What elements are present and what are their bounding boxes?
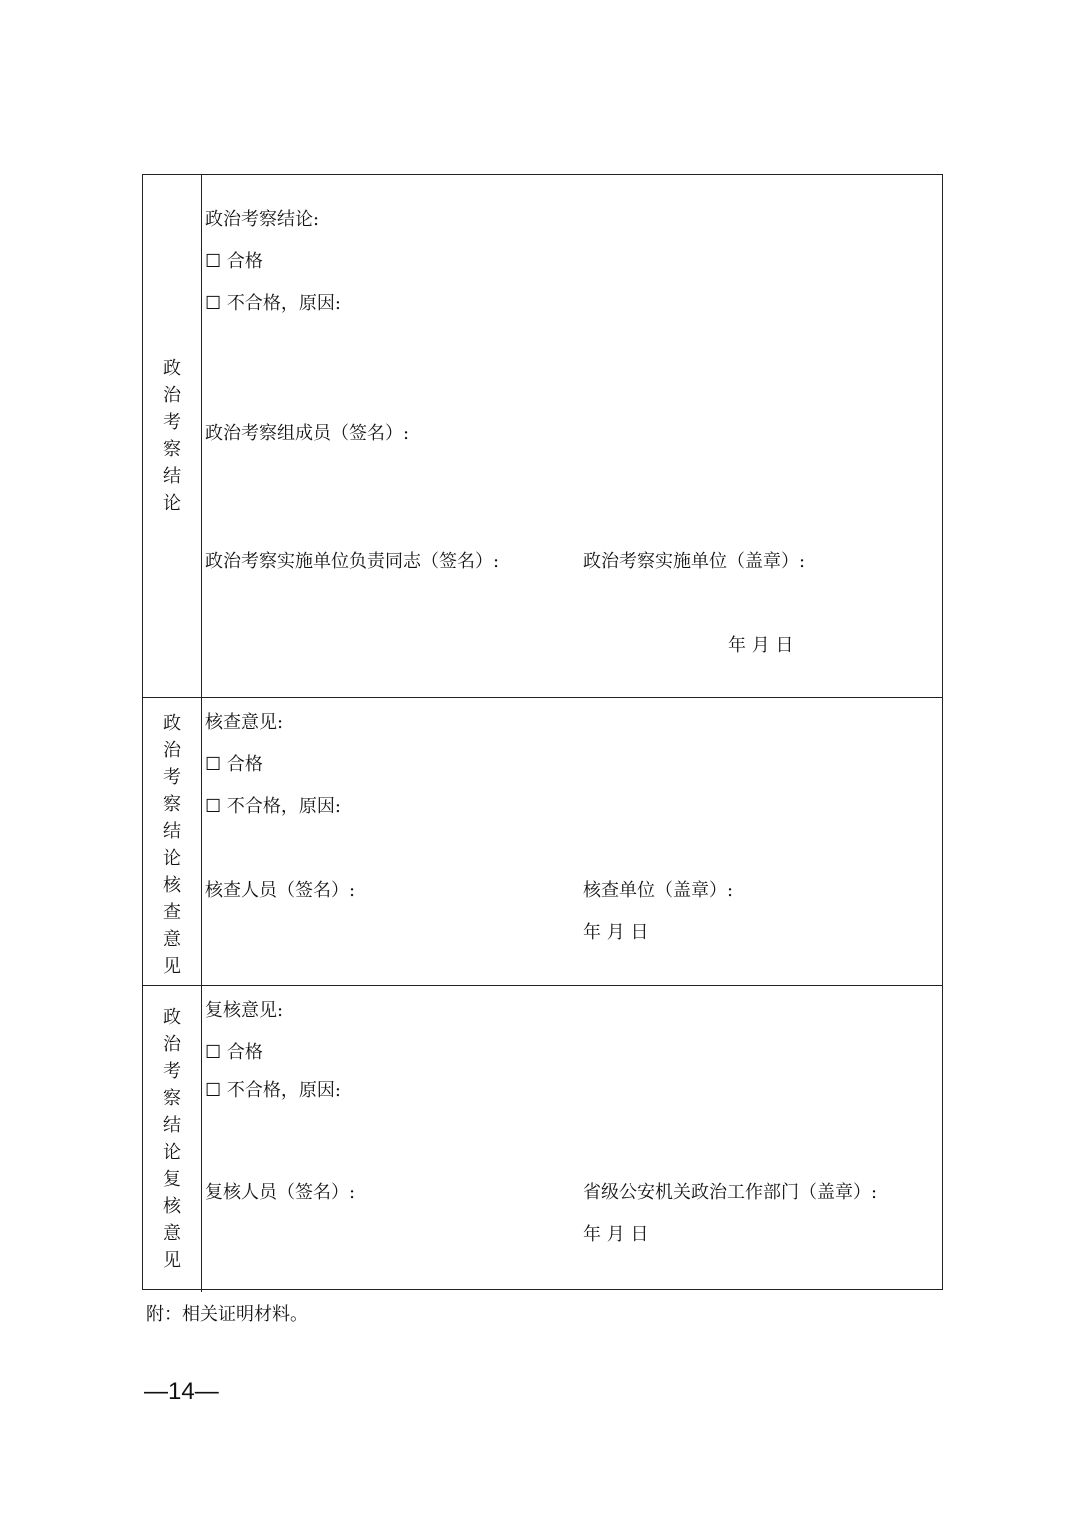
unit-seal-label: 核查单位（盖章）:	[583, 880, 734, 901]
members-signature-label: 政治考察组成员（签名）:	[205, 423, 410, 444]
section-label: 政治考察结论	[163, 358, 181, 514]
leader-signature-label: 政治考察实施单位负责同志（签名）:	[205, 551, 500, 572]
re-review-title: 复核意见:	[205, 1000, 284, 1021]
section-label-cell	[143, 986, 202, 1292]
unit-seal-label: 省级公安机关政治工作部门（盖章）:	[583, 1182, 878, 1203]
verification-title: 核查意见:	[205, 712, 284, 733]
pass-checkbox[interactable]: ☐ 合格	[205, 1042, 263, 1063]
section-content	[201, 986, 942, 1292]
date-line: 年 月 日	[583, 922, 649, 943]
fail-checkbox[interactable]: ☐ 不合格，原因:	[205, 293, 341, 314]
footnote: 附：相关证明材料。	[146, 1304, 308, 1325]
conclusion-title: 政治考察结论:	[205, 209, 320, 230]
section-content	[201, 175, 942, 697]
verifier-signature-label: 核查人员（签名）:	[205, 880, 356, 901]
section-political-review-conclusion	[143, 175, 942, 697]
section-label: 政治考察结论复核意见	[163, 1007, 181, 1271]
fail-checkbox[interactable]: ☐ 不合格，原因:	[205, 1080, 341, 1101]
section-label-cell	[143, 175, 202, 697]
page-number: —14—	[144, 1378, 219, 1405]
section-re-review-opinion	[143, 985, 942, 1292]
section-verification-opinion	[143, 697, 942, 986]
date-line: 年 月 日	[583, 1224, 649, 1245]
section-label-cell	[143, 698, 202, 986]
re-reviewer-signature-label: 复核人员（签名）:	[205, 1182, 356, 1203]
review-form-table	[142, 174, 943, 1290]
unit-seal-label: 政治考察实施单位（盖章）:	[583, 551, 806, 572]
pass-checkbox[interactable]: ☐ 合格	[205, 251, 263, 272]
section-label: 政治考察结论核查意见	[163, 713, 181, 977]
pass-checkbox[interactable]: ☐ 合格	[205, 754, 263, 775]
fail-checkbox[interactable]: ☐ 不合格，原因:	[205, 796, 341, 817]
date-line: 年 月 日	[728, 635, 794, 656]
section-content	[201, 698, 942, 986]
